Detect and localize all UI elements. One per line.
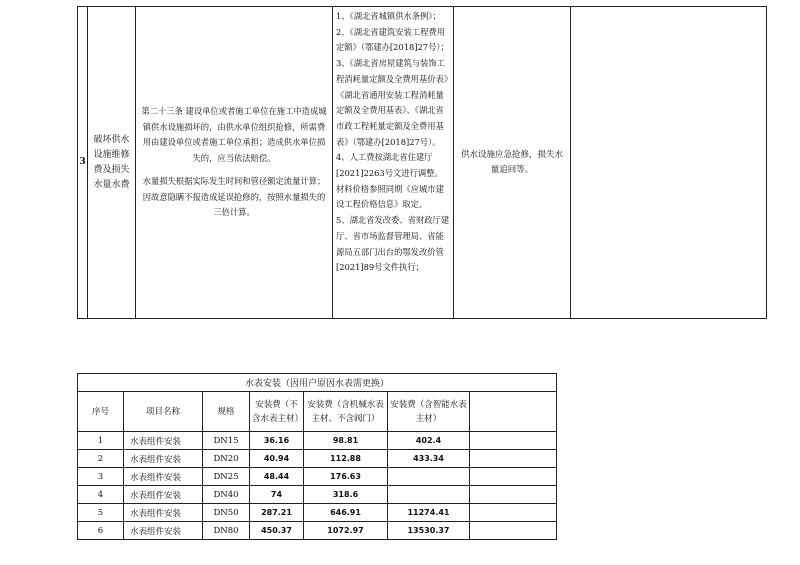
pricing-basis — [333, 7, 454, 319]
cell-fee-no-meter: 74 — [250, 486, 304, 504]
cell-extra — [470, 486, 557, 504]
cell-fee-smart: 402.4 — [388, 432, 470, 450]
cell-item-name: 水表组件安装 — [124, 432, 203, 450]
regulation-paragraph: 水量损失根据实际发生时间和管径额定流量计算；因故意隐瞒不报造成延误抢修的，按照水量损失的三倍计算。 — [142, 176, 326, 218]
header-no: 序号 — [78, 392, 124, 432]
regulation-text — [136, 7, 333, 319]
handling-measures: 供水设施应急抢修，损失水量追回等。 — [454, 7, 571, 319]
cell-fee-smart: 433.34 — [388, 450, 470, 468]
cell-fee-no-meter: 450.37 — [250, 522, 304, 540]
cell-fee-smart: 11274.41 — [388, 504, 470, 522]
cell-no: 1 — [78, 432, 124, 450]
header-extra — [470, 392, 557, 432]
cell-extra — [470, 468, 557, 486]
basis-item: 1、《湖北省城镇供水条例》； — [336, 11, 441, 21]
cell-spec: DN80 — [203, 522, 250, 540]
cell-fee-smart — [388, 468, 470, 486]
cell-no: 3 — [78, 468, 124, 486]
cell-spec: DN15 — [203, 432, 250, 450]
water-meter-install-table — [77, 373, 557, 540]
cell-no: 2 — [78, 450, 124, 468]
basis-item: 5、湖北省发改委、省财政厅建厅、省市场监督管理局、省能源局五部门出台的鄂发改价管[2021]89号文件执行； — [336, 215, 450, 273]
cell-no: 6 — [78, 522, 124, 540]
table-row — [78, 522, 557, 540]
cell-spec: DN20 — [203, 450, 250, 468]
item-name: 破坏供水设施维修费及损失水量水费 — [88, 7, 136, 319]
table-title-row — [78, 374, 557, 392]
header-fee-smart: 安装费（含智能水表主材） — [388, 392, 470, 432]
regulation-paragraph: 第二十三条 建设单位或者施工单位在施工中造成城镇供水设施损坏的，由供水单位组织抢修，所需费用由建设单位或者施工单位承担；造成供水单位损失的，应当依法赔偿。 — [141, 106, 327, 163]
cell-fee-mech: 98.81 — [304, 432, 388, 450]
table-row — [78, 504, 557, 522]
header-spec: 规格 — [203, 392, 250, 432]
header-fee-no-meter: 安装费（不含水表主材） — [250, 392, 304, 432]
cell-fee-mech: 1072.97 — [304, 522, 388, 540]
cell-spec: DN50 — [203, 504, 250, 522]
cell-fee-no-meter: 287.21 — [250, 504, 304, 522]
table-row — [78, 450, 557, 468]
cell-fee-smart — [388, 486, 470, 504]
cell-fee-mech: 318.6 — [304, 486, 388, 504]
fee-standard-table — [77, 6, 767, 319]
cell-item-name: 水表组件安装 — [124, 450, 203, 468]
cell-fee-smart: 13530.37 — [388, 522, 470, 540]
cell-item-name: 水表组件安装 — [124, 468, 203, 486]
cell-no: 4 — [78, 486, 124, 504]
table-row — [78, 7, 767, 319]
cell-extra — [470, 432, 557, 450]
table-title: 水表安装（因用户原因水表需更换） — [78, 374, 557, 392]
cell-item-name: 水表组件安装 — [124, 504, 203, 522]
cell-item-name: 水表组件安装 — [124, 486, 203, 504]
cell-fee-mech: 646.91 — [304, 504, 388, 522]
table-row — [78, 432, 557, 450]
remark-cell — [571, 7, 767, 319]
cell-extra — [470, 522, 557, 540]
basis-item: 2、《湖北省建筑安装工程费用定额》（鄂建办[2018]27号）； — [336, 26, 449, 53]
cell-fee-mech: 176.63 — [304, 468, 388, 486]
cell-fee-no-meter: 36.16 — [250, 432, 304, 450]
cell-fee-mech: 112.88 — [304, 450, 388, 468]
cell-extra — [470, 450, 557, 468]
cell-no: 5 — [78, 504, 124, 522]
cell-spec: DN40 — [203, 486, 250, 504]
cell-spec: DN25 — [203, 468, 250, 486]
table-row — [78, 468, 557, 486]
cell-extra — [470, 504, 557, 522]
cell-fee-no-meter: 48.44 — [250, 468, 304, 486]
basis-item: 4、人工费按湖北省住建厅[2021]2263号文进行调整。材料价格参照同期《应城市建设工程价格信息》取定。 — [336, 152, 444, 210]
header-fee-mech: 安装费（含机械水表主材、不含阀门） — [304, 392, 388, 432]
header-item-name: 项目名称 — [124, 392, 203, 432]
table-row — [78, 486, 557, 504]
cell-item-name: 水表组件安装 — [124, 522, 203, 540]
row-number: 3 — [78, 7, 88, 319]
header-row — [78, 392, 557, 432]
cell-fee-no-meter: 40.94 — [250, 450, 304, 468]
basis-item: 3、《湖北省房屋建筑与装饰工程消耗量定额及全费用基价表》《湖北省通用安装工程消耗量定额及全费用基表》、《湖北省市政工程耗量定额及全费用基表》（鄂建办[2018]27号）。 — [336, 58, 449, 147]
